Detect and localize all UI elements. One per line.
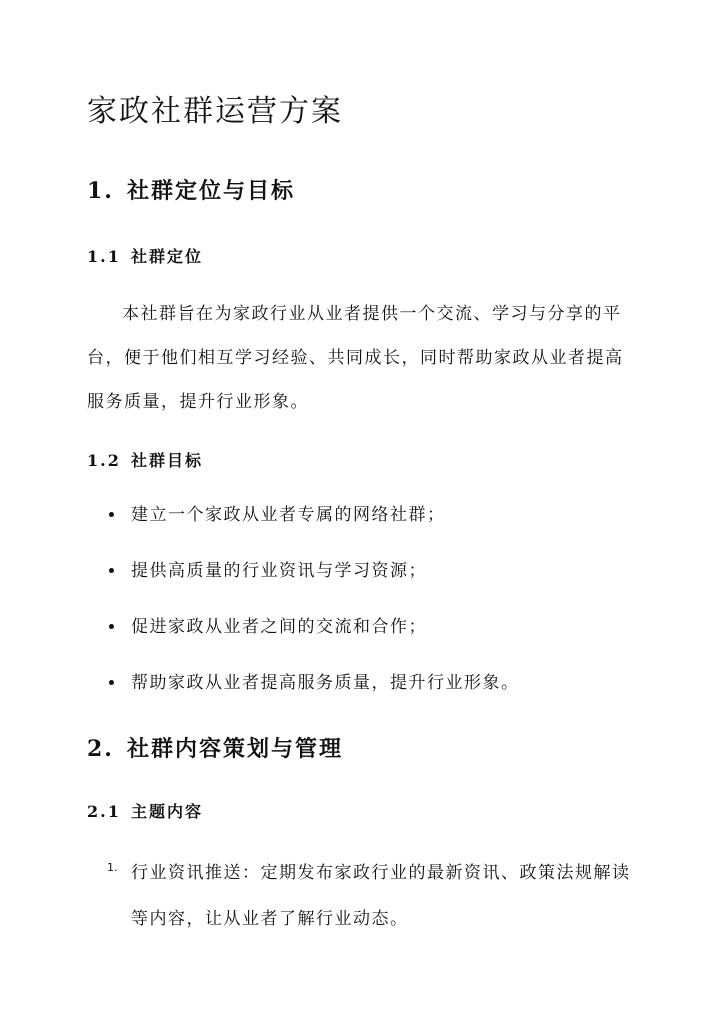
bullet-dot-icon [109,512,114,517]
subsection-title: 主题内容 [131,802,204,821]
list-item-text: 提供高质量的行业资讯与学习资源； [131,561,427,581]
document-title: 家政社群运营方案 [87,94,343,129]
section-title: 社群定位与目标 [127,178,296,204]
section-title: 社群内容策划与管理 [127,736,344,762]
bullet-dot-icon [109,680,114,685]
list-item-text: 帮助家政从业者提高服务质量，提升行业形象。 [131,673,520,693]
list-item-text: 建立一个家政从业者专属的网络社群； [131,505,446,525]
subsection-number: 1.1 [87,247,121,266]
positioning-paragraph: 本社群旨在为家政行业从业者提供一个交流、学习与分享的平台，便于他们相互学习经验、共同成长，同时帮助家政从业者提高服务质量，提升行业形象。 [87,304,624,412]
section-number: 2. [87,736,114,762]
section-heading-1 [87,174,295,205]
list-item-number: 1. [107,861,118,874]
subsection-heading-1-2 [87,448,203,471]
list-item-text: 促进家政从业者之间的交流和合作； [131,617,427,637]
section-heading-2 [87,732,343,763]
section-number: 1. [87,178,114,204]
subsection-heading-1-1 [87,244,203,267]
subsection-number: 2.1 [87,802,121,821]
bullet-dot-icon [109,624,114,629]
subsection-title: 社群定位 [131,247,204,266]
subsection-title: 社群目标 [131,451,204,470]
bullet-dot-icon [109,568,114,573]
subsection-number: 1.2 [87,451,121,470]
subsection-heading-2-1 [87,799,203,822]
list-item-text: 行业资讯推送：定期发布家政行业的最新资讯、政策法规解读等内容，让从业者了解行业动态。 [131,863,631,929]
